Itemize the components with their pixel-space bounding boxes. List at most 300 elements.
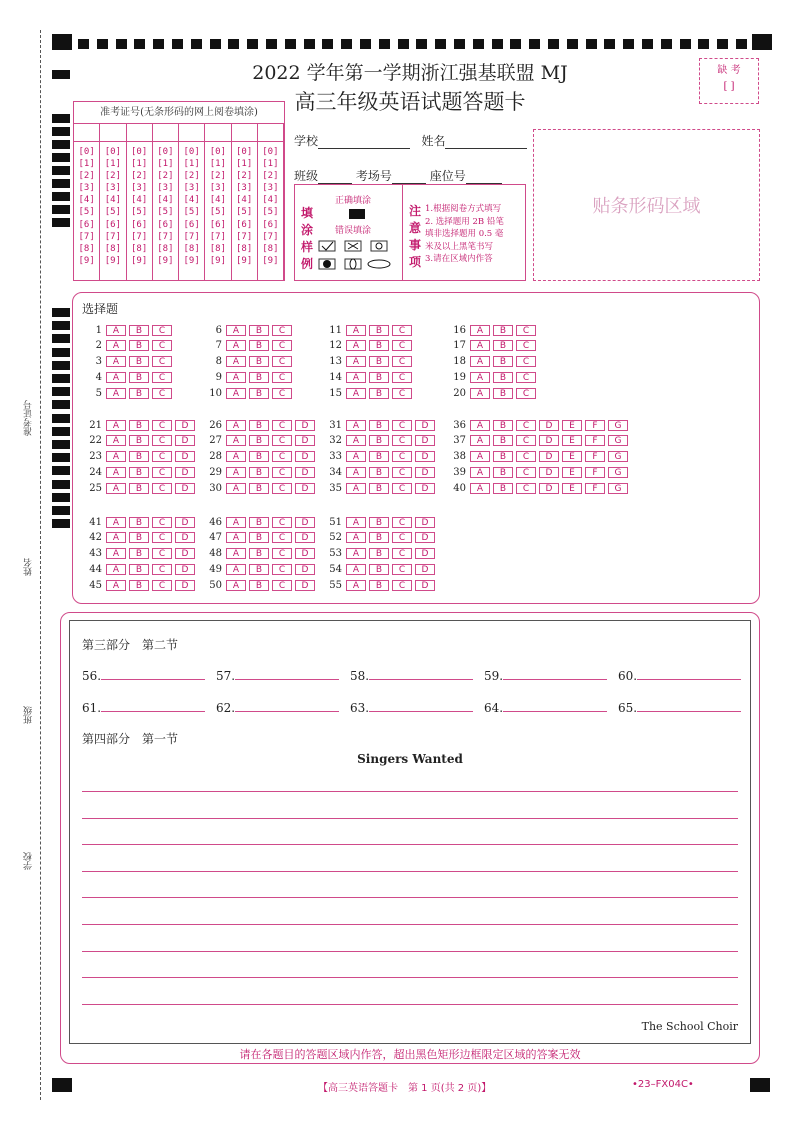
- option-bubble[interactable]: E: [562, 435, 582, 446]
- option-bubble[interactable]: B: [369, 517, 389, 528]
- option-bubble[interactable]: A: [106, 483, 126, 494]
- option-bubble[interactable]: B: [493, 325, 513, 336]
- option-bubble[interactable]: B: [129, 435, 149, 446]
- option-bubble[interactable]: A: [226, 340, 246, 351]
- ticket-digit-bubble[interactable]: [6]: [235, 219, 253, 230]
- option-bubble[interactable]: A: [346, 517, 366, 528]
- option-bubble[interactable]: D: [539, 435, 559, 446]
- option-bubble[interactable]: C: [272, 532, 292, 543]
- option-bubble[interactable]: B: [493, 356, 513, 367]
- option-bubble[interactable]: C: [272, 564, 292, 575]
- option-bubble[interactable]: A: [226, 451, 246, 462]
- option-bubble[interactable]: D: [415, 548, 435, 559]
- ticket-digit-bubble[interactable]: [3]: [183, 183, 200, 194]
- ticket-digit-bubble[interactable]: [3]: [262, 183, 279, 194]
- option-bubble[interactable]: A: [346, 325, 366, 336]
- option-bubble[interactable]: B: [369, 467, 389, 478]
- option-bubble[interactable]: B: [493, 467, 513, 478]
- blank-line[interactable]: [235, 668, 339, 680]
- blank-line[interactable]: [101, 668, 205, 680]
- option-bubble[interactable]: B: [249, 517, 269, 528]
- blank-line[interactable]: [503, 668, 607, 680]
- option-bubble[interactable]: B: [249, 340, 269, 351]
- option-bubble[interactable]: A: [226, 517, 246, 528]
- exam-room-field[interactable]: [392, 172, 426, 184]
- option-bubble[interactable]: D: [539, 451, 559, 462]
- ticket-digit-bubble[interactable]: [9]: [78, 255, 95, 266]
- ticket-digit-column[interactable]: [179, 124, 205, 280]
- option-bubble[interactable]: G: [608, 467, 628, 478]
- option-bubble[interactable]: A: [346, 548, 366, 559]
- option-bubble[interactable]: B: [369, 548, 389, 559]
- option-bubble[interactable]: B: [369, 451, 389, 462]
- option-bubble[interactable]: B: [249, 548, 269, 559]
- blank-line[interactable]: [369, 668, 473, 680]
- option-bubble[interactable]: A: [226, 580, 246, 591]
- blank-line[interactable]: [235, 700, 339, 712]
- ticket-digit-column[interactable]: [127, 124, 153, 280]
- option-bubble[interactable]: D: [539, 467, 559, 478]
- ticket-digit-bubble[interactable]: [8]: [104, 243, 121, 254]
- option-bubble[interactable]: D: [175, 451, 195, 462]
- ticket-digit-bubble[interactable]: [2]: [104, 171, 121, 182]
- ticket-digit-bubble[interactable]: [3]: [209, 183, 226, 194]
- option-bubble[interactable]: F: [585, 451, 605, 462]
- option-bubble[interactable]: F: [585, 420, 605, 431]
- ticket-digit-bubble[interactable]: [3]: [78, 183, 95, 194]
- ticket-digit-bubble[interactable]: [1]: [104, 159, 121, 170]
- option-bubble[interactable]: B: [493, 372, 513, 383]
- option-bubble[interactable]: A: [226, 548, 246, 559]
- ticket-digit-column[interactable]: [74, 124, 100, 280]
- option-bubble[interactable]: D: [175, 532, 195, 543]
- ticket-digit-bubble[interactable]: [5]: [157, 207, 174, 218]
- option-bubble[interactable]: C: [516, 435, 536, 446]
- option-bubble[interactable]: A: [470, 372, 490, 383]
- ticket-digit-bubble[interactable]: [8]: [78, 243, 95, 254]
- option-bubble[interactable]: B: [129, 517, 149, 528]
- ticket-digit-bubble[interactable]: [6]: [157, 219, 174, 230]
- option-bubble[interactable]: B: [369, 388, 389, 399]
- writing-line[interactable]: [82, 1004, 738, 1005]
- ticket-digit-bubble[interactable]: [3]: [157, 183, 174, 194]
- option-bubble[interactable]: B: [369, 483, 389, 494]
- option-bubble[interactable]: C: [516, 388, 536, 399]
- option-bubble[interactable]: B: [249, 420, 269, 431]
- option-bubble[interactable]: A: [346, 340, 366, 351]
- option-bubble[interactable]: A: [470, 451, 490, 462]
- ticket-digit-bubble[interactable]: [6]: [104, 219, 121, 230]
- option-bubble[interactable]: C: [272, 580, 292, 591]
- option-bubble[interactable]: A: [106, 451, 126, 462]
- blank-answer[interactable]: [484, 700, 607, 715]
- option-bubble[interactable]: G: [608, 435, 628, 446]
- option-bubble[interactable]: B: [249, 467, 269, 478]
- ticket-digit-bubble[interactable]: [1]: [130, 159, 148, 170]
- ticket-digit-bubble[interactable]: [1]: [78, 159, 95, 170]
- option-bubble[interactable]: B: [249, 483, 269, 494]
- ticket-digit-bubble[interactable]: [9]: [104, 255, 121, 266]
- option-bubble[interactable]: D: [415, 517, 435, 528]
- ticket-digit-bubble[interactable]: [4]: [235, 195, 253, 206]
- blank-line[interactable]: [369, 700, 473, 712]
- option-bubble[interactable]: C: [152, 483, 172, 494]
- option-bubble[interactable]: A: [346, 420, 366, 431]
- option-bubble[interactable]: B: [493, 483, 513, 494]
- ticket-digit-bubble[interactable]: [4]: [78, 195, 95, 206]
- option-bubble[interactable]: B: [129, 483, 149, 494]
- option-bubble[interactable]: D: [175, 580, 195, 591]
- ticket-digit-column[interactable]: [100, 124, 126, 280]
- ticket-digit-bubble[interactable]: [9]: [183, 255, 200, 266]
- ticket-digit-bubble[interactable]: [4]: [130, 195, 148, 206]
- option-bubble[interactable]: E: [562, 467, 582, 478]
- option-bubble[interactable]: B: [493, 420, 513, 431]
- ticket-digit-bubble[interactable]: [4]: [209, 195, 226, 206]
- option-bubble[interactable]: C: [272, 451, 292, 462]
- option-bubble[interactable]: C: [516, 325, 536, 336]
- ticket-digit-bubble[interactable]: [1]: [235, 159, 253, 170]
- option-bubble[interactable]: D: [175, 517, 195, 528]
- option-bubble[interactable]: D: [295, 420, 315, 431]
- option-bubble[interactable]: D: [415, 420, 435, 431]
- option-bubble[interactable]: A: [470, 483, 490, 494]
- ticket-digit-bubble[interactable]: [7]: [104, 231, 121, 242]
- option-bubble[interactable]: C: [152, 435, 172, 446]
- blank-answer[interactable]: [82, 700, 205, 715]
- option-bubble[interactable]: B: [129, 548, 149, 559]
- ticket-digit-bubble[interactable]: [9]: [209, 255, 226, 266]
- option-bubble[interactable]: D: [415, 532, 435, 543]
- option-bubble[interactable]: A: [226, 467, 246, 478]
- absent-box[interactable]: [699, 58, 759, 104]
- ticket-digit-bubble[interactable]: [0]: [183, 147, 200, 157]
- ticket-digit-bubble[interactable]: [0]: [157, 147, 174, 157]
- option-bubble[interactable]: C: [152, 532, 172, 543]
- option-bubble[interactable]: D: [415, 451, 435, 462]
- option-bubble[interactable]: D: [175, 467, 195, 478]
- option-bubble[interactable]: D: [415, 435, 435, 446]
- blank-answer[interactable]: [216, 668, 339, 683]
- ticket-digit-bubble[interactable]: [3]: [235, 183, 253, 194]
- option-bubble[interactable]: C: [392, 483, 412, 494]
- ticket-digit-bubble[interactable]: [9]: [262, 255, 279, 266]
- option-bubble[interactable]: B: [369, 340, 389, 351]
- writing-line[interactable]: [82, 951, 738, 952]
- ticket-digit-column[interactable]: [205, 124, 231, 280]
- option-bubble[interactable]: B: [369, 420, 389, 431]
- ticket-digit-bubble[interactable]: [2]: [235, 171, 253, 182]
- option-bubble[interactable]: B: [369, 372, 389, 383]
- option-bubble[interactable]: A: [470, 340, 490, 351]
- ticket-digit-bubble[interactable]: [9]: [130, 255, 148, 266]
- ticket-digit-bubble[interactable]: [6]: [209, 219, 226, 230]
- blank-line[interactable]: [637, 700, 741, 712]
- option-bubble[interactable]: C: [392, 325, 412, 336]
- ticket-number-grid[interactable]: [73, 101, 285, 281]
- option-bubble[interactable]: C: [516, 483, 536, 494]
- ticket-digit-bubble[interactable]: [1]: [262, 159, 279, 170]
- blank-answer[interactable]: [216, 700, 339, 715]
- seat-field[interactable]: [466, 172, 502, 184]
- option-bubble[interactable]: C: [152, 517, 172, 528]
- option-bubble[interactable]: B: [129, 388, 149, 399]
- ticket-digit-bubble[interactable]: [5]: [130, 207, 148, 218]
- option-bubble[interactable]: C: [272, 372, 292, 383]
- blank-answer[interactable]: [618, 668, 741, 683]
- option-bubble[interactable]: F: [585, 467, 605, 478]
- option-bubble[interactable]: C: [272, 388, 292, 399]
- option-bubble[interactable]: A: [346, 451, 366, 462]
- option-bubble[interactable]: C: [152, 564, 172, 575]
- option-bubble[interactable]: A: [226, 420, 246, 431]
- ticket-digit-bubble[interactable]: [7]: [183, 231, 200, 242]
- option-bubble[interactable]: B: [249, 580, 269, 591]
- ticket-digit-bubble[interactable]: [2]: [157, 171, 174, 182]
- option-bubble[interactable]: C: [152, 340, 172, 351]
- blank-answer[interactable]: [350, 668, 473, 683]
- ticket-digit-bubble[interactable]: [8]: [183, 243, 200, 254]
- option-bubble[interactable]: D: [175, 483, 195, 494]
- option-bubble[interactable]: A: [346, 580, 366, 591]
- ticket-digit-bubble[interactable]: [4]: [104, 195, 121, 206]
- option-bubble[interactable]: B: [129, 451, 149, 462]
- blank-line[interactable]: [101, 700, 205, 712]
- option-bubble[interactable]: A: [470, 420, 490, 431]
- option-bubble[interactable]: D: [295, 580, 315, 591]
- option-bubble[interactable]: C: [152, 356, 172, 367]
- option-bubble[interactable]: B: [493, 451, 513, 462]
- option-bubble[interactable]: D: [295, 517, 315, 528]
- option-bubble[interactable]: A: [346, 388, 366, 399]
- option-bubble[interactable]: A: [470, 388, 490, 399]
- ticket-digit-bubble[interactable]: [7]: [78, 231, 95, 242]
- option-bubble[interactable]: B: [493, 388, 513, 399]
- option-bubble[interactable]: A: [106, 548, 126, 559]
- option-bubble[interactable]: F: [585, 483, 605, 494]
- option-bubble[interactable]: C: [152, 548, 172, 559]
- option-bubble[interactable]: B: [249, 372, 269, 383]
- option-bubble[interactable]: C: [152, 388, 172, 399]
- option-bubble[interactable]: A: [226, 372, 246, 383]
- option-bubble[interactable]: C: [392, 548, 412, 559]
- name-field[interactable]: [445, 137, 527, 149]
- option-bubble[interactable]: C: [516, 356, 536, 367]
- option-bubble[interactable]: D: [295, 467, 315, 478]
- option-bubble[interactable]: C: [152, 467, 172, 478]
- option-bubble[interactable]: A: [106, 325, 126, 336]
- ticket-digit-bubble[interactable]: [0]: [209, 147, 226, 157]
- option-bubble[interactable]: C: [392, 532, 412, 543]
- option-bubble[interactable]: B: [129, 420, 149, 431]
- ticket-digit-bubble[interactable]: [5]: [262, 207, 279, 218]
- option-bubble[interactable]: A: [226, 325, 246, 336]
- option-bubble[interactable]: A: [346, 564, 366, 575]
- option-bubble[interactable]: D: [175, 564, 195, 575]
- option-bubble[interactable]: E: [562, 451, 582, 462]
- option-bubble[interactable]: B: [249, 532, 269, 543]
- ticket-digit-bubble[interactable]: [8]: [157, 243, 174, 254]
- option-bubble[interactable]: A: [226, 435, 246, 446]
- option-bubble[interactable]: A: [106, 564, 126, 575]
- ticket-digit-bubble[interactable]: [1]: [157, 159, 174, 170]
- option-bubble[interactable]: G: [608, 420, 628, 431]
- option-bubble[interactable]: D: [175, 420, 195, 431]
- option-bubble[interactable]: B: [129, 532, 149, 543]
- option-bubble[interactable]: A: [106, 372, 126, 383]
- option-bubble[interactable]: A: [106, 340, 126, 351]
- option-bubble[interactable]: A: [106, 467, 126, 478]
- option-bubble[interactable]: C: [516, 372, 536, 383]
- ticket-digit-bubble[interactable]: [0]: [262, 147, 279, 157]
- option-bubble[interactable]: D: [295, 435, 315, 446]
- option-bubble[interactable]: B: [369, 564, 389, 575]
- option-bubble[interactable]: B: [369, 580, 389, 591]
- ticket-digit-bubble[interactable]: [3]: [130, 183, 148, 194]
- writing-line[interactable]: [82, 791, 738, 792]
- option-bubble[interactable]: C: [272, 483, 292, 494]
- option-bubble[interactable]: G: [608, 483, 628, 494]
- blank-answer[interactable]: [484, 668, 607, 683]
- option-bubble[interactable]: B: [369, 325, 389, 336]
- blank-answer[interactable]: [82, 668, 205, 683]
- option-bubble[interactable]: A: [226, 564, 246, 575]
- option-bubble[interactable]: C: [392, 467, 412, 478]
- option-bubble[interactable]: B: [129, 564, 149, 575]
- option-bubble[interactable]: C: [392, 372, 412, 383]
- option-bubble[interactable]: A: [470, 325, 490, 336]
- option-bubble[interactable]: C: [272, 435, 292, 446]
- option-bubble[interactable]: F: [585, 435, 605, 446]
- ticket-digit-bubble[interactable]: [5]: [235, 207, 253, 218]
- ticket-digit-bubble[interactable]: [6]: [183, 219, 200, 230]
- ticket-digit-bubble[interactable]: [2]: [130, 171, 148, 182]
- ticket-digit-bubble[interactable]: [0]: [235, 147, 253, 157]
- option-bubble[interactable]: B: [249, 435, 269, 446]
- option-bubble[interactable]: B: [129, 340, 149, 351]
- ticket-digit-bubble[interactable]: [8]: [130, 243, 148, 254]
- option-bubble[interactable]: C: [152, 325, 172, 336]
- option-bubble[interactable]: A: [106, 517, 126, 528]
- ticket-digit-bubble[interactable]: [4]: [183, 195, 200, 206]
- writing-line[interactable]: [82, 818, 738, 819]
- option-bubble[interactable]: B: [249, 388, 269, 399]
- ticket-digit-bubble[interactable]: [9]: [235, 255, 253, 266]
- ticket-digit-bubble[interactable]: [9]: [157, 255, 174, 266]
- option-bubble[interactable]: D: [539, 420, 559, 431]
- option-bubble[interactable]: D: [295, 564, 315, 575]
- ticket-digit-bubble[interactable]: [2]: [78, 171, 95, 182]
- ticket-digit-bubble[interactable]: [2]: [209, 171, 226, 182]
- option-bubble[interactable]: C: [392, 564, 412, 575]
- option-bubble[interactable]: D: [295, 548, 315, 559]
- ticket-digit-bubble[interactable]: [7]: [209, 231, 226, 242]
- option-bubble[interactable]: A: [346, 356, 366, 367]
- option-bubble[interactable]: D: [415, 467, 435, 478]
- option-bubble[interactable]: C: [272, 548, 292, 559]
- option-bubble[interactable]: C: [392, 580, 412, 591]
- option-bubble[interactable]: A: [470, 356, 490, 367]
- option-bubble[interactable]: D: [295, 483, 315, 494]
- option-bubble[interactable]: C: [392, 435, 412, 446]
- ticket-digit-bubble[interactable]: [4]: [157, 195, 174, 206]
- option-bubble[interactable]: A: [106, 356, 126, 367]
- option-bubble[interactable]: C: [152, 580, 172, 591]
- ticket-digit-column[interactable]: [258, 124, 284, 280]
- option-bubble[interactable]: D: [295, 451, 315, 462]
- option-bubble[interactable]: A: [106, 435, 126, 446]
- option-bubble[interactable]: A: [106, 420, 126, 431]
- option-bubble[interactable]: A: [226, 483, 246, 494]
- ticket-digit-bubble[interactable]: [8]: [209, 243, 226, 254]
- option-bubble[interactable]: B: [129, 580, 149, 591]
- ticket-digit-bubble[interactable]: [7]: [262, 231, 279, 242]
- option-bubble[interactable]: A: [346, 372, 366, 383]
- blank-answer[interactable]: [350, 700, 473, 715]
- option-bubble[interactable]: A: [226, 356, 246, 367]
- option-bubble[interactable]: A: [106, 580, 126, 591]
- ticket-digit-bubble[interactable]: [5]: [104, 207, 121, 218]
- option-bubble[interactable]: C: [272, 325, 292, 336]
- option-bubble[interactable]: A: [346, 532, 366, 543]
- option-bubble[interactable]: A: [106, 532, 126, 543]
- option-bubble[interactable]: B: [249, 356, 269, 367]
- option-bubble[interactable]: C: [392, 388, 412, 399]
- option-bubble[interactable]: G: [608, 451, 628, 462]
- option-bubble[interactable]: C: [272, 356, 292, 367]
- ticket-digit-bubble[interactable]: [6]: [78, 219, 95, 230]
- option-bubble[interactable]: B: [249, 451, 269, 462]
- ticket-digit-bubble[interactable]: [7]: [130, 231, 148, 242]
- ticket-digit-bubble[interactable]: [8]: [262, 243, 279, 254]
- writing-line[interactable]: [82, 871, 738, 872]
- writing-line[interactable]: [82, 924, 738, 925]
- ticket-digit-bubble[interactable]: [0]: [104, 147, 121, 157]
- ticket-write-row[interactable]: [74, 124, 284, 142]
- option-bubble[interactable]: B: [129, 372, 149, 383]
- option-bubble[interactable]: C: [272, 517, 292, 528]
- option-bubble[interactable]: C: [272, 340, 292, 351]
- writing-line[interactable]: [82, 897, 738, 898]
- option-bubble[interactable]: D: [539, 483, 559, 494]
- writing-line[interactable]: [82, 844, 738, 845]
- option-bubble[interactable]: D: [415, 580, 435, 591]
- option-bubble[interactable]: B: [369, 532, 389, 543]
- option-bubble[interactable]: B: [493, 435, 513, 446]
- option-bubble[interactable]: C: [152, 451, 172, 462]
- option-bubble[interactable]: A: [346, 435, 366, 446]
- option-bubble[interactable]: C: [152, 372, 172, 383]
- ticket-digit-bubble[interactable]: [5]: [183, 207, 200, 218]
- ticket-digit-bubble[interactable]: [1]: [209, 159, 226, 170]
- class-field[interactable]: [318, 172, 352, 184]
- option-bubble[interactable]: A: [346, 483, 366, 494]
- option-bubble[interactable]: B: [249, 564, 269, 575]
- option-bubble[interactable]: C: [272, 420, 292, 431]
- option-bubble[interactable]: A: [226, 388, 246, 399]
- ticket-digit-bubble[interactable]: [5]: [78, 207, 95, 218]
- option-bubble[interactable]: B: [369, 356, 389, 367]
- ticket-digit-column[interactable]: [153, 124, 179, 280]
- ticket-digit-column[interactable]: [232, 124, 258, 280]
- ticket-digit-bubble[interactable]: [0]: [130, 147, 148, 157]
- option-bubble[interactable]: C: [152, 420, 172, 431]
- ticket-digit-bubble[interactable]: [6]: [130, 219, 148, 230]
- ticket-digit-bubble[interactable]: [1]: [183, 159, 200, 170]
- ticket-digit-bubble[interactable]: [6]: [262, 219, 279, 230]
- option-bubble[interactable]: C: [516, 420, 536, 431]
- ticket-digit-bubble[interactable]: [8]: [235, 243, 253, 254]
